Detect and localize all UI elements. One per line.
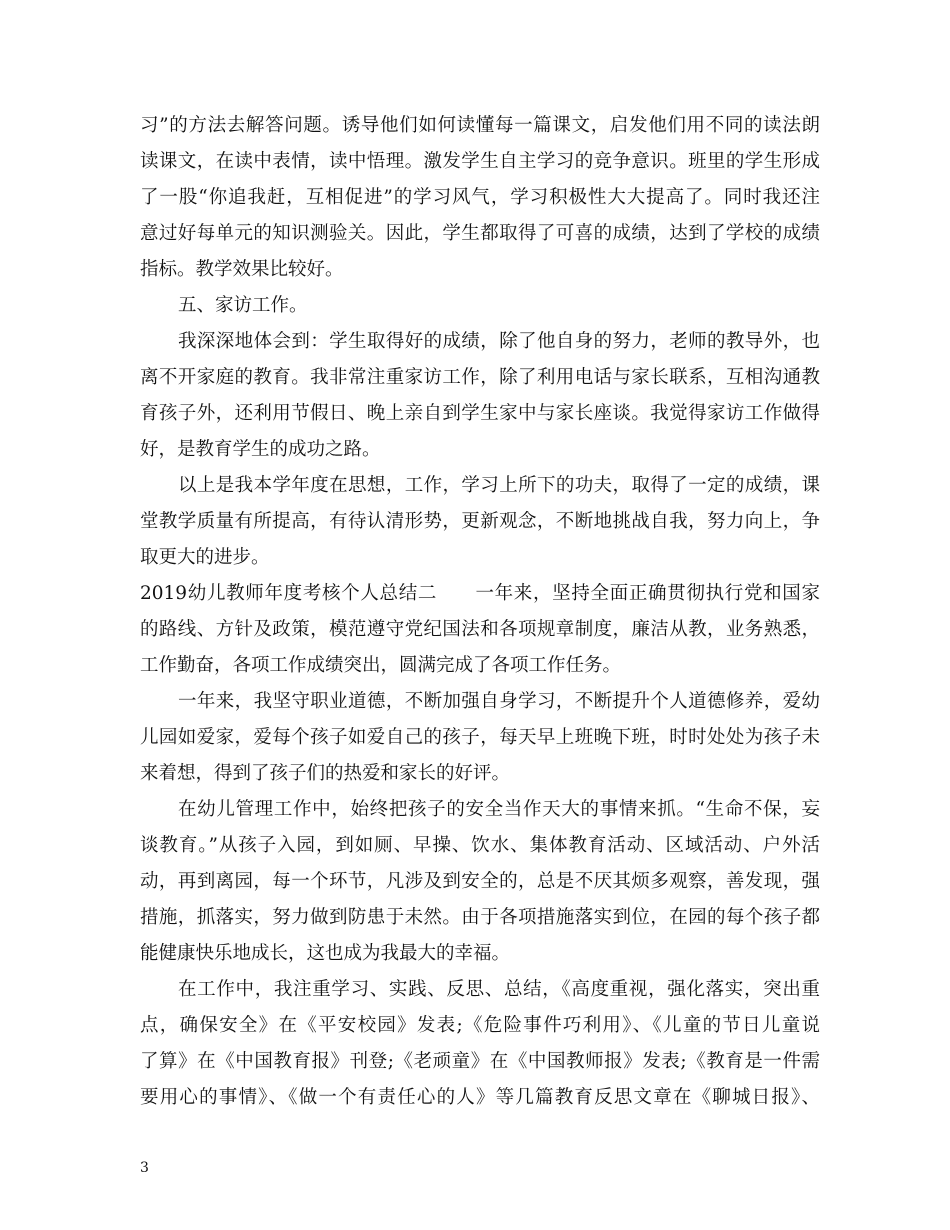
text-line: 我深深地体会到：学生取得好的成绩，除了他自身的努力，老师的教导外，也 — [178, 331, 820, 352]
text-line: 离不开家庭的教育。我非常注重家访工作，除了利用电话与家长联系，互相沟通教 — [140, 367, 820, 388]
text-line: 习”的方法去解答问题。诱导他们如何读懂每一篇课文，启发他们用不同的读法朗 — [140, 115, 820, 136]
page-number: 3 — [140, 1160, 149, 1176]
text-line: 育孩子外，还利用节假日、晚上亲自到学生家中与家长座谈。我觉得家访工作做得 — [140, 403, 820, 424]
text-line: 读课文，在读中表情，读中悟理。激发学生自主学习的竞争意识。班里的学生形成 — [140, 151, 820, 172]
text-line: 的路线、方针及政策，模范遵守党纪国法和各项规章制度，廉洁从教，业务熟悉， — [140, 619, 820, 640]
text-line: 工作勤奋，各项工作成绩突出，圆满完成了各项工作任务。 — [140, 655, 622, 676]
text-line: 能健康快乐地成长，这也成为我最大的幸福。 — [140, 943, 511, 964]
text-line: 以上是我本学年度在思想，工作，学习上所下的功夫，取得了一定的成绩，课 — [178, 475, 820, 496]
text-line: 好，是教育学生的成功之路。 — [140, 439, 381, 460]
text-line: 一年来，我坚守职业道德，不断加强自身学习，不断提升个人道德修养，爱幼 — [178, 691, 820, 712]
text-line: 2019幼儿教师年度考核个人总结二 一年来，坚持全面正确贯彻执行党和国家 — [140, 583, 820, 604]
text-line: 措施，抓落实，努力做到防患于未然。由于各项措施落实到位，在园的每个孩子都 — [140, 907, 820, 928]
text-line: 了算》在《中国教育报》刊登;《老顽童》在《中国教师报》发表;《教育是一件需 — [140, 1051, 820, 1072]
text-line: 动，再到离园，每一个环节，凡涉及到安全的，总是不厌其烦多观察，善发现，强 — [140, 871, 820, 892]
text-line: 了一股“你追我赶，互相促进”的学习风气，学习积极性大大提高了。同时我还注 — [140, 187, 820, 208]
text-line: 要用心的事情》、《做一个有责任心的人》等几篇教育反思文章在《聊城日报》、 — [140, 1087, 820, 1108]
section-heading: 五、家访工作。 — [178, 295, 308, 316]
text-line: 谈教育。”从孩子入园，到如厕、早操、饮水、集体教育活动、区域活动、户外活 — [140, 835, 820, 856]
text-line: 指标。教学效果比较好。 — [140, 259, 344, 280]
text-line: 堂教学质量有所提高，有待认清形势，更新观念，不断地挑战自我，努力向上，争 — [140, 511, 820, 532]
text-line: 点，确保安全》在《平安校园》发表;《危险事件巧利用》、《儿童的节日儿童说 — [140, 1015, 820, 1036]
text-line: 来着想，得到了孩子们的热爱和家长的好评。 — [140, 763, 511, 784]
text-line: 意过好每单元的知识测验关。因此，学生都取得了可喜的成绩，达到了学校的成绩 — [140, 223, 820, 244]
text-line: 取更大的进步。 — [140, 547, 270, 568]
text-line: 儿园如爱家，爱每个孩子如爱自己的孩子，每天早上班晚下班，时时处处为孩子未 — [140, 727, 820, 748]
text-line: 在工作中，我注重学习、实践、反思、总结，《高度重视，强化落实，突出重 — [178, 979, 820, 1000]
text-line: 在幼儿管理工作中，始终把孩子的安全当作天大的事情来抓。“生命不保，妄 — [178, 799, 820, 820]
